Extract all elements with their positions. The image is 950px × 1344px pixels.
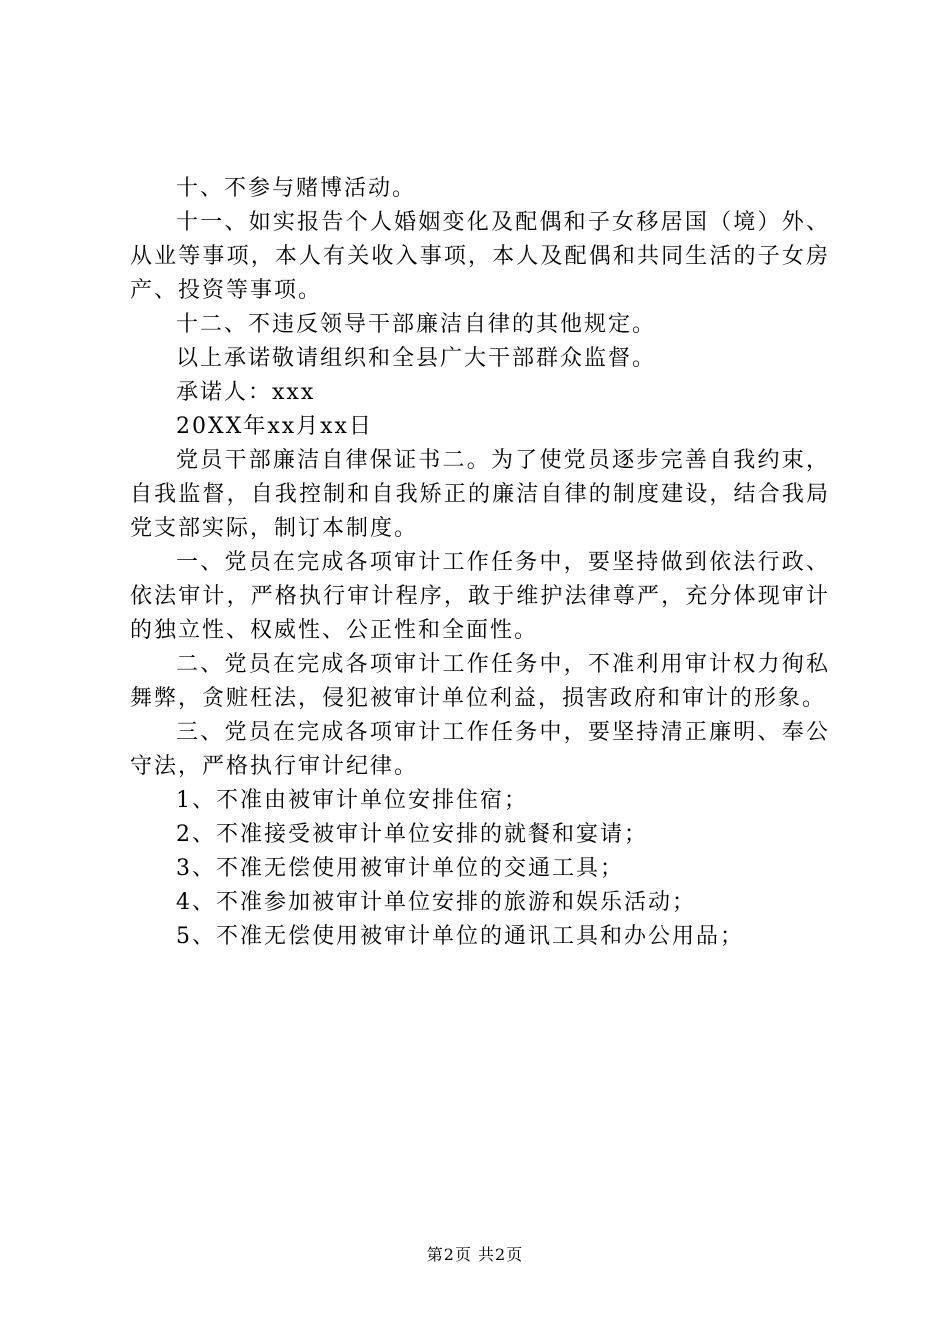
date-line: 20XX年xx月xx日 [176,414,373,439]
list-item: 2、不准接受被审计单位安排的就餐和宴请； [176,822,648,847]
document-body [130,172,830,954]
paragraph: 二、党员在完成各项审计工作任务中，不准利用审计权力徇私舞弊，贪赃枉法，侵犯被审计单位利益，损害政府和审计的形象。 [130,652,830,711]
list-item: 1、不准由被审计单位安排住宿； [176,788,528,813]
paragraph: 一、党员在完成各项审计工作任务中，要坚持做到依法行政、依法审计，严格执行审计程序，敢于维护法律尊严，充分体现审计的独立性、权威性、公正性和全面性。 [130,550,830,643]
list-item: 3、不准无偿使用被审计单位的交通工具； [176,856,624,881]
paragraph: 十一、如实报告个人婚姻变化及配偶和子女移居国（境）外、从业等事项，本人有关收入事项，本人及配偶和共同生活的子女房产、投资等事项。 [130,210,830,303]
list-item: 5、不准无偿使用被审计单位的通讯工具和办公用品； [176,924,744,949]
paragraph: 以上承诺敬请组织和全县广大干部群众监督。 [176,346,657,371]
list-item: 4、不准参加被审计单位安排的旅游和娱乐活动； [176,890,696,915]
page-number-label: 第2页 共2页 [426,1245,524,1264]
paragraph: 十二、不违反领导干部廉洁自律的其他规定。 [176,312,657,337]
paragraph: 十、不参与赌博活动。 [176,176,417,201]
signatory-line: 承诺人：xxx [176,380,316,405]
page-footer [0,1244,950,1266]
paragraph: 三、党员在完成各项审计工作任务中，要坚持清正廉明、奉公守法，严格执行审计纪律。 [130,720,830,779]
paragraph: 党员干部廉洁自律保证书二。为了使党员逐步完善自我约束，自我监督，自我控制和自我矫正的廉洁自律的制度建设，结合我局党支部实际，制订本制度。 [130,448,830,541]
